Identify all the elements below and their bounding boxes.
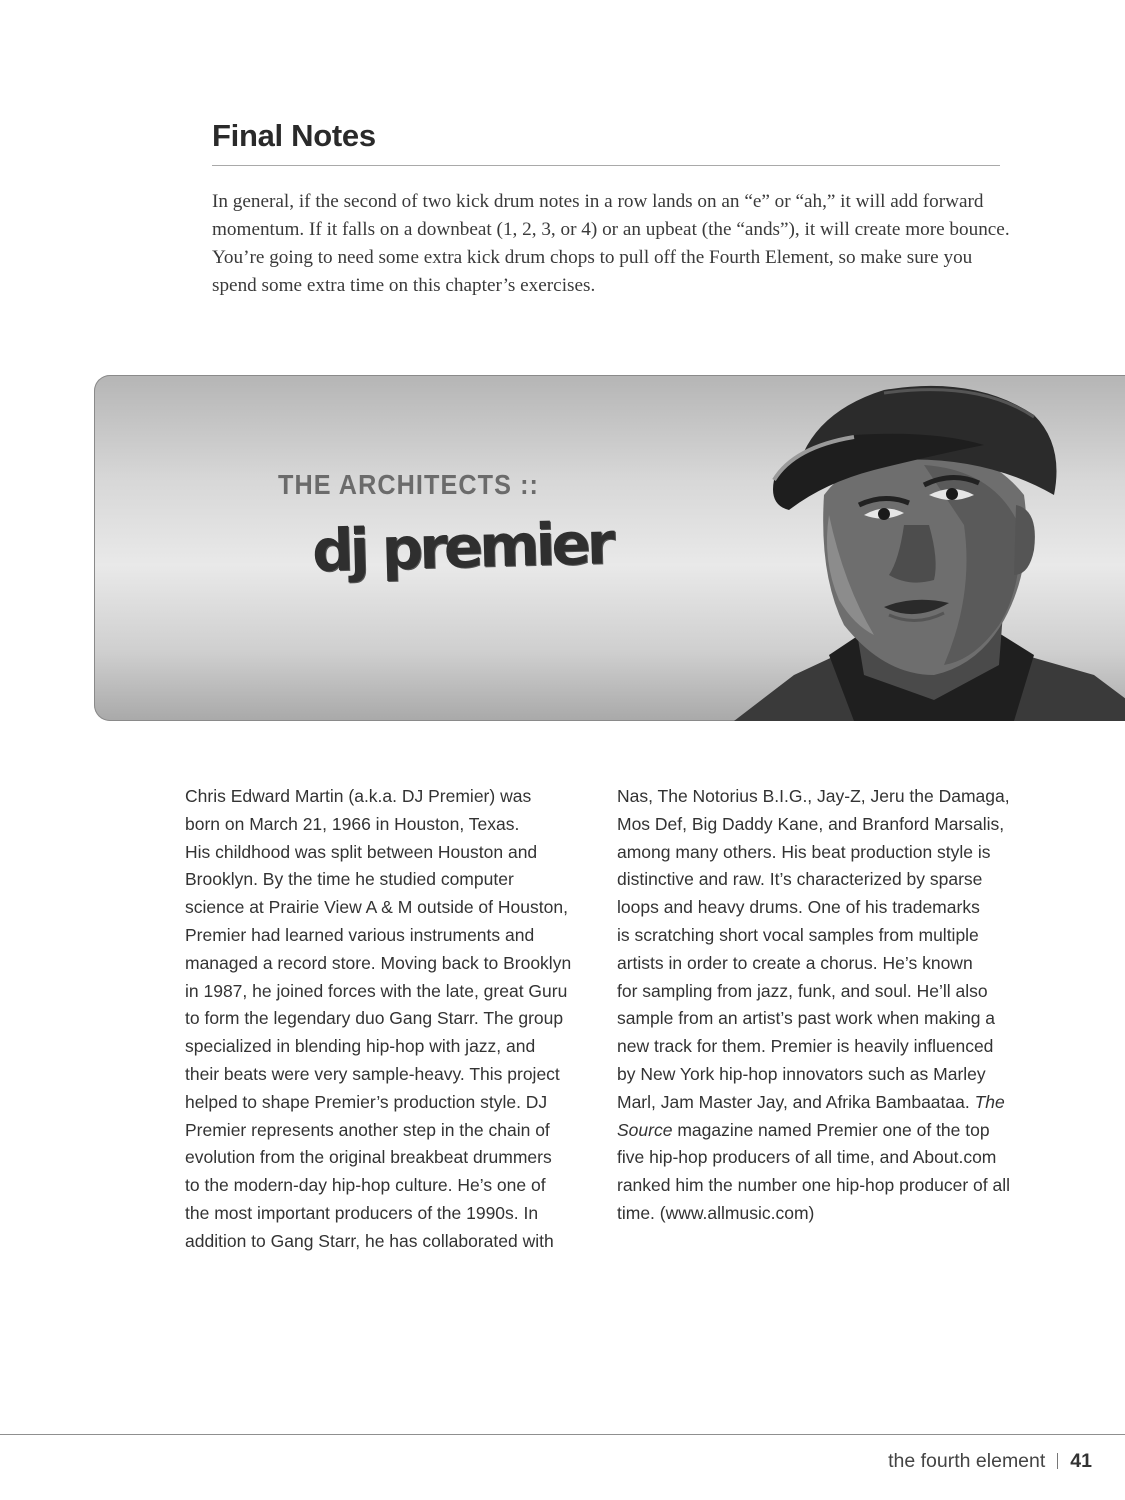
bio-line: new track for them. Premier is heavily influenced xyxy=(617,1036,994,1057)
portrait-illustration xyxy=(734,375,1125,721)
bio-line: time. (www.allmusic.com) xyxy=(617,1202,815,1223)
footer-separator xyxy=(1057,1453,1058,1469)
bio-line: Brooklyn. By the time he studied computer xyxy=(185,869,514,890)
bio-line: specialized in blending hip-hop with jazz, and xyxy=(185,1036,536,1057)
bio-line: Premier represents another step in the chain of xyxy=(185,1119,550,1140)
bio-line: is scratching short vocal samples from multiple xyxy=(617,924,979,945)
bio-line xyxy=(617,1117,1037,1145)
bio-line: to form the legendary duo Gang Starr. The group xyxy=(185,1008,564,1029)
intro-paragraph: In general, if the second of two kick drum notes in a row lands on an “e” or “ah,” it will add forward momentum. If it falls on a downbeat (1, 2, 3, or 4) or an upbeat (the “ands”), it will create more bounce. You’re going to need some extra kick drum chops to pull off the Fourth Element, so make sure you spend some extra time on this chapter’s exercises. xyxy=(212,191,1010,296)
bio-line: to the modern-day hip-hop culture. He’s one of xyxy=(185,1175,546,1196)
bio-line: the most important producers of the 1990s. In xyxy=(185,1202,539,1223)
bio-line: addition to Gang Starr, he has collaborated with xyxy=(185,1230,554,1251)
bio-line: helped to shape Premier’s production style. DJ xyxy=(185,1091,548,1112)
bio-column-right xyxy=(617,783,1037,1228)
bio-line: loops and heavy drums. One of his trademarks xyxy=(617,897,980,918)
bio-line: Nas, The Notorius B.I.G., Jay-Z, Jeru the Damaga, xyxy=(617,786,1010,806)
bio-line: ranked him the number one hip-hop producer of all xyxy=(617,1175,1011,1196)
bio-line: science at Prairie View A & M outside of Houston, xyxy=(185,897,568,918)
bio-line: by New York hip-hop innovators such as Marley xyxy=(617,1063,986,1084)
bio-line: for sampling from jazz, funk, and soul. He’ll also xyxy=(617,980,988,1001)
bio-line xyxy=(617,1089,1037,1117)
bio-column-left xyxy=(185,783,605,1256)
banner-artist-name: dj premier xyxy=(311,509,613,585)
bio-line: artists in order to create a chorus. He’s known xyxy=(617,952,973,973)
architects-banner xyxy=(94,375,1125,721)
bio-line: Chris Edward Martin (a.k.a. DJ Premier) was xyxy=(185,786,532,806)
italic-title: Source xyxy=(617,1119,673,1140)
bio-line: in 1987, he joined forces with the late, great Guru xyxy=(185,980,568,1001)
bio-line: among many others. His beat production style is xyxy=(617,841,991,862)
banner-heading: THE ARCHITECTS :: xyxy=(278,469,540,500)
bio-line: Premier had learned various instruments and xyxy=(185,924,535,945)
bio-line: born on March 21, 1966 in Houston, Texas. xyxy=(185,813,520,834)
bio-line: their beats were very sample-heavy. This project xyxy=(185,1063,560,1084)
bio-line: distinctive and raw. It’s characterized by sparse xyxy=(617,869,983,890)
title-divider xyxy=(212,165,1000,166)
bio-line: five hip-hop producers of all time, and About.com xyxy=(617,1147,997,1168)
bio-text: Marl, Jam Master Jay, and Afrika Bambaataa. xyxy=(617,1091,975,1112)
bio-line: sample from an artist’s past work when making a xyxy=(617,1008,996,1029)
section-title: Final Notes xyxy=(212,118,376,153)
page-footer xyxy=(888,1450,1092,1473)
page-number: 41 xyxy=(1070,1450,1092,1472)
bio-line: Mos Def, Big Daddy Kane, and Branford Marsalis, xyxy=(617,813,1005,834)
footer-divider xyxy=(0,1434,1125,1435)
book-title: the fourth element xyxy=(888,1450,1046,1472)
bio-line: managed a record store. Moving back to Brooklyn xyxy=(185,952,572,973)
bio-line: His childhood was split between Houston and xyxy=(185,841,538,862)
bio-text: magazine named Premier one of the top xyxy=(672,1119,990,1140)
italic-title: The xyxy=(974,1091,1005,1112)
bio-line: evolution from the original breakbeat drummers xyxy=(185,1147,552,1168)
